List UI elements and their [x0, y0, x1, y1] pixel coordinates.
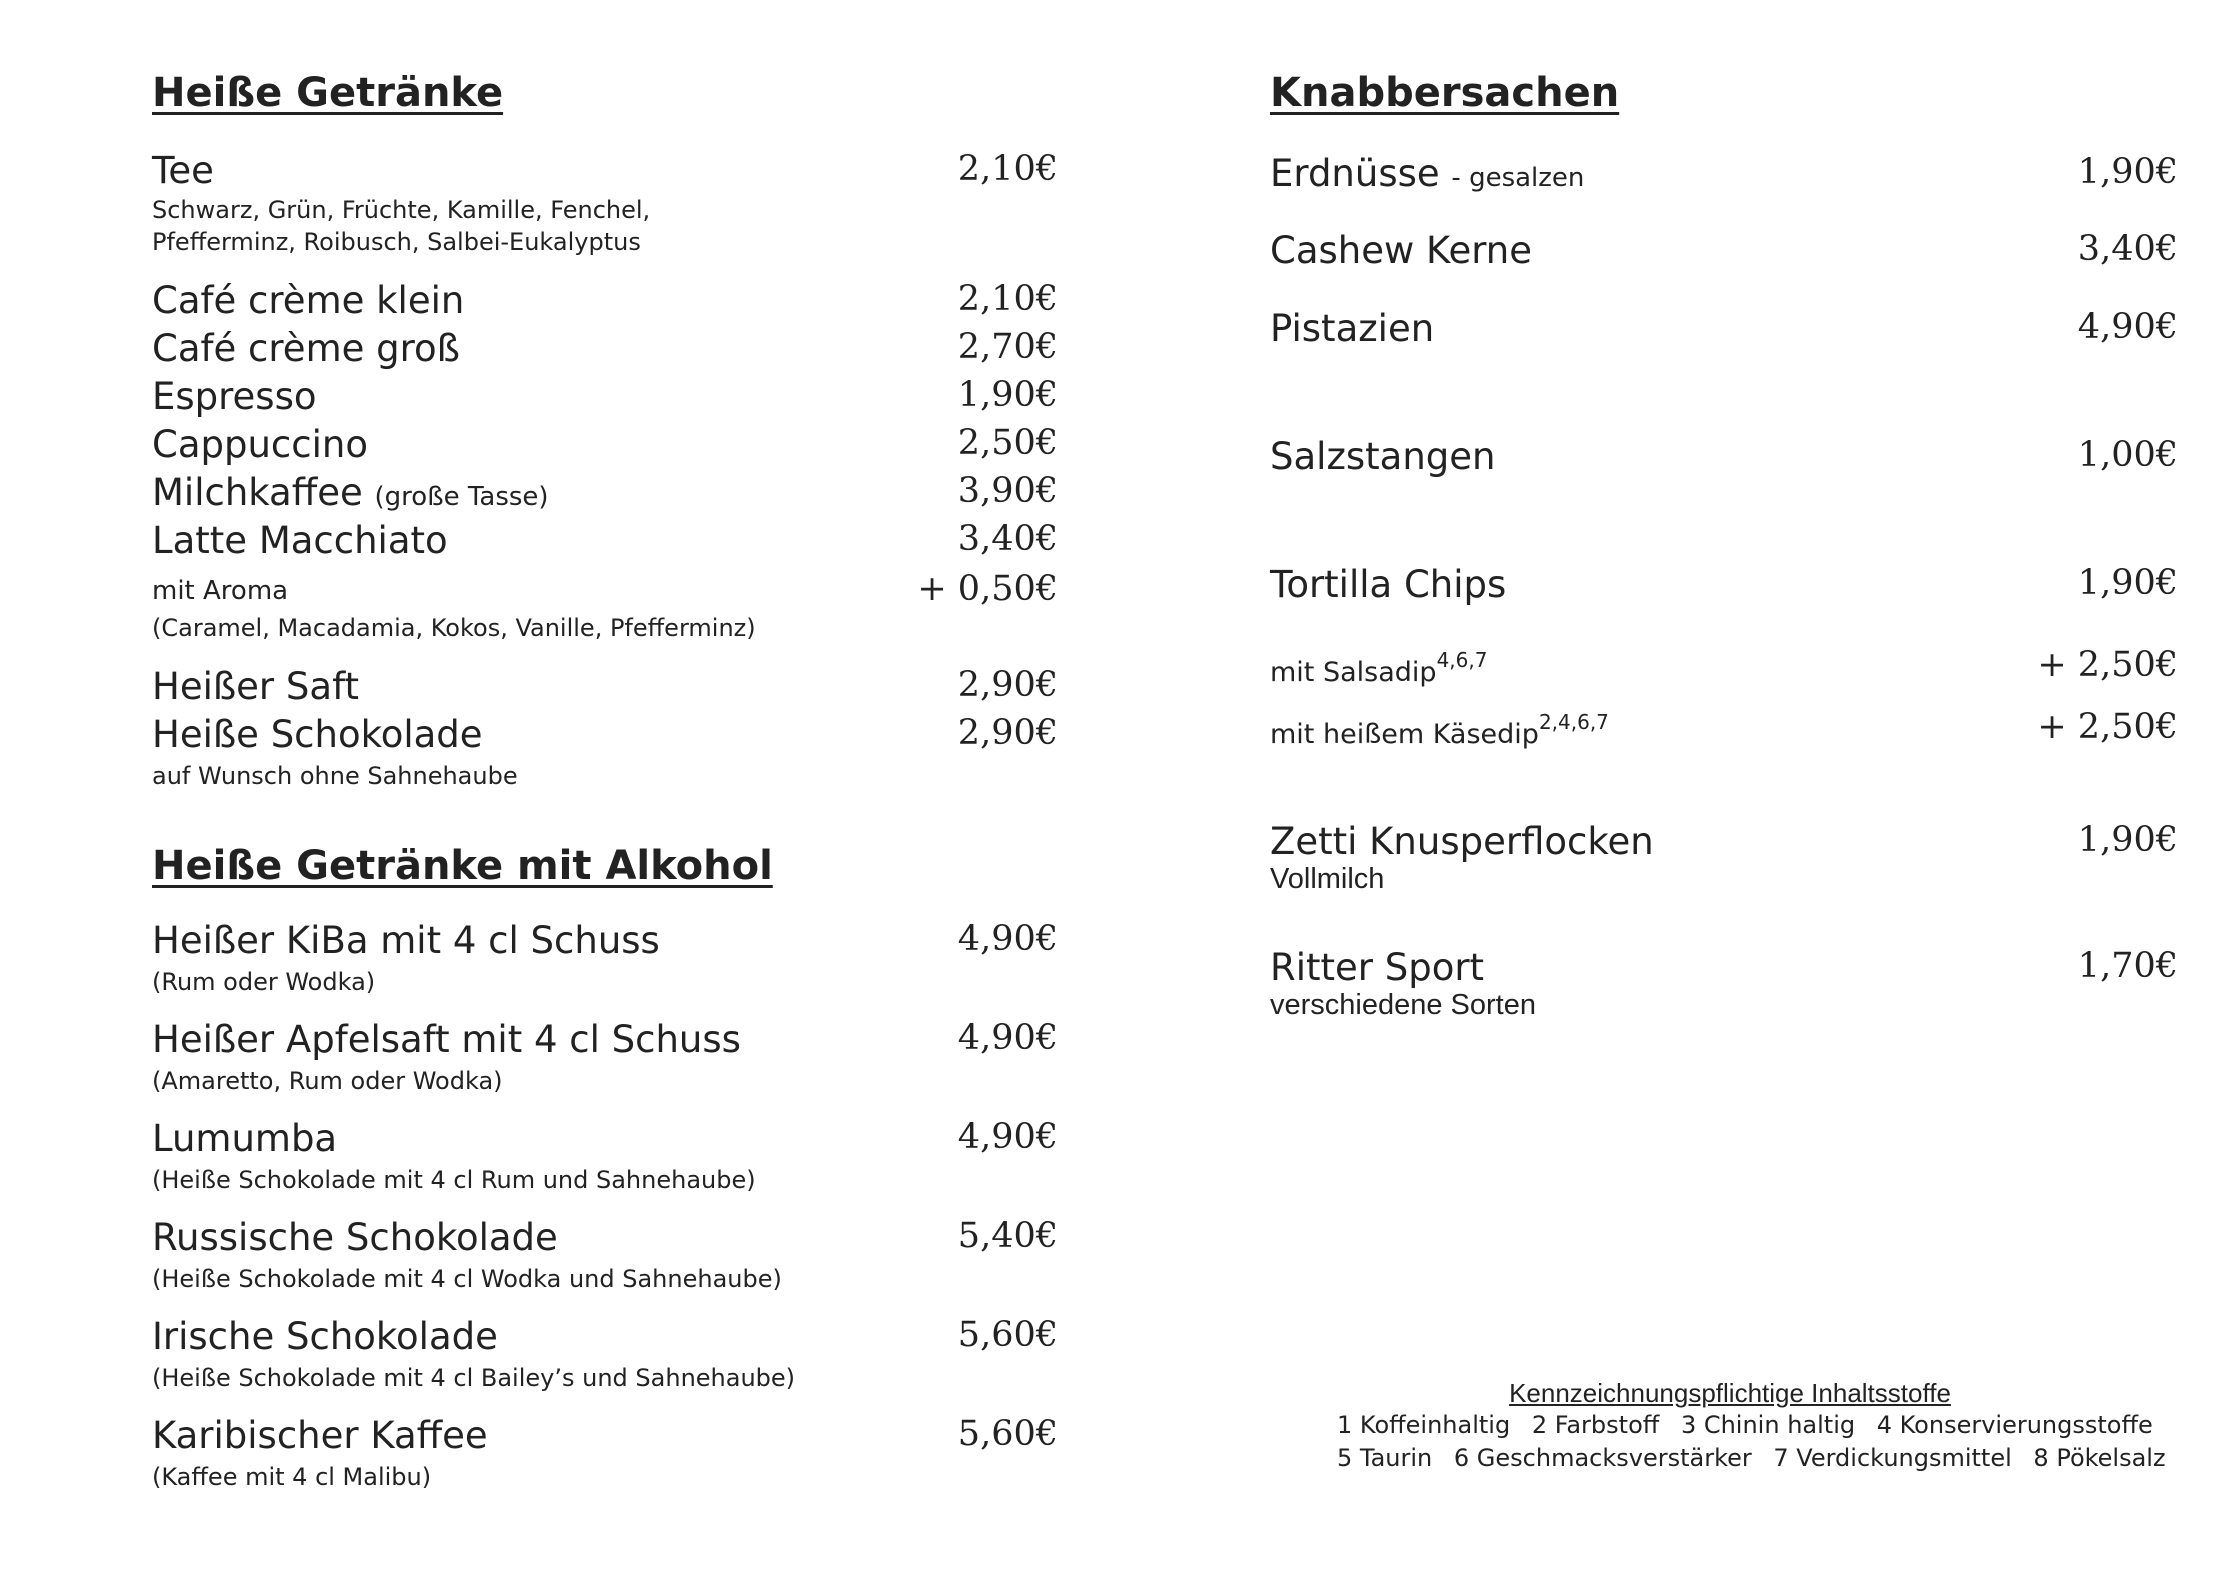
item-description: Pfefferminz, Roibusch, Salbei-Eukalyptus — [152, 228, 641, 256]
item-name: Ritter Sport — [1270, 946, 1485, 989]
item-price: 1,90€ — [957, 375, 1058, 415]
legend-entry: 8 Pökelsalz — [2033, 1443, 2166, 1472]
item-price: + 0,50€ — [917, 569, 1058, 609]
item-price: 2,90€ — [957, 665, 1058, 705]
item-description: (Heiße Schokolade mit 4 cl Bailey’s und Sahnehaube) — [152, 1364, 796, 1392]
item-price: 1,90€ — [2077, 820, 2178, 860]
item-description: (Caramel, Macadamia, Kokos, Vanille, Pfefferminz) — [152, 614, 756, 642]
item-name: Heißer Saft — [152, 665, 359, 708]
item-name: Lumumba — [152, 1117, 338, 1160]
item-price: 1,00€ — [2077, 435, 2178, 475]
section-title-snacks: Knabbersachen — [1270, 70, 1620, 116]
item-note: (große Tasse) — [374, 482, 549, 512]
item-name: Russische Schokolade — [152, 1216, 558, 1259]
item-name: Cappuccino — [152, 423, 368, 466]
item-price: 3,40€ — [957, 519, 1058, 559]
item-name-with-note — [152, 471, 549, 514]
ingredient-codes: 2,4,6,7 — [1538, 710, 1609, 734]
legend-line-2 — [1330, 1442, 2166, 1474]
item-price: 2,10€ — [957, 279, 1058, 319]
item-name: Salzstangen — [1270, 435, 1496, 478]
item-name: mit heißem Käsedip — [1270, 719, 1539, 750]
item-name: mit Aroma — [152, 576, 289, 606]
item-name: Tee — [152, 149, 214, 192]
item-price: + 2,50€ — [2037, 645, 2178, 685]
item-price: 2,50€ — [957, 423, 1058, 463]
item-description: Vollmilch — [1270, 863, 1385, 895]
item-name: Latte Macchiato — [152, 519, 448, 562]
legend-entry: 1 Koffeinhaltig — [1337, 1411, 1511, 1440]
legend-entry: 2 Farbstoff — [1531, 1411, 1660, 1440]
item-description: (Heiße Schokolade mit 4 cl Rum und Sahnehaube) — [152, 1166, 756, 1194]
item-name: Irische Schokolade — [152, 1315, 498, 1358]
item-description: Schwarz, Grün, Früchte, Kamille, Fenchel, — [152, 196, 651, 224]
item-name: Heißer Apfelsaft mit 4 cl Schuss — [152, 1018, 741, 1061]
item-price: 4,90€ — [957, 1117, 1058, 1157]
ingredient-codes: 4,6,7 — [1436, 648, 1488, 672]
item-name: Karibischer Kaffee — [152, 1414, 488, 1457]
item-price: 2,10€ — [957, 149, 1058, 189]
item-price: 1,90€ — [2077, 563, 2178, 603]
item-description: (Heiße Schokolade mit 4 cl Wodka und Sahnehaube) — [152, 1265, 782, 1293]
legend-entry: 7 Verdickungsmittel — [1773, 1443, 2012, 1472]
legend-entry: 4 Konservierungsstoffe — [1876, 1411, 2153, 1440]
item-description: auf Wunsch ohne Sahnehaube — [152, 762, 518, 790]
item-price: 4,90€ — [957, 919, 1058, 959]
legend-line-1 — [1330, 1409, 2153, 1441]
item-name: Zetti Knusperflocken — [1270, 820, 1654, 863]
item-price: 2,90€ — [957, 713, 1058, 753]
item-description: (Rum oder Wodka) — [152, 968, 376, 996]
ingredients-legend — [1330, 1378, 2166, 1474]
item-price: 5,60€ — [957, 1414, 1058, 1454]
legend-entry: 6 Geschmacksverstärker — [1453, 1443, 1752, 1472]
item-name-with-sup — [1270, 650, 1487, 686]
item-price: 4,90€ — [957, 1018, 1058, 1058]
item-name-with-note — [1270, 152, 1585, 195]
item-name: mit Salsadip — [1270, 657, 1437, 688]
item-name: Heißer KiBa mit 4 cl Schuss — [152, 919, 660, 962]
item-name: Tortilla Chips — [1270, 563, 1507, 606]
section-title-hot-drinks-alcohol: Heiße Getränke mit Alkohol — [152, 843, 773, 889]
item-price: 5,60€ — [957, 1315, 1058, 1355]
item-price: 5,40€ — [957, 1216, 1058, 1256]
legend-entry: 5 Taurin — [1337, 1443, 1433, 1472]
item-name: Heiße Schokolade — [152, 713, 483, 756]
item-price: 4,90€ — [2077, 307, 2178, 347]
item-price: 1,90€ — [2077, 152, 2178, 192]
item-name: Espresso — [152, 375, 317, 418]
item-name-with-sup — [1270, 712, 1609, 748]
item-name: Café crème groß — [152, 327, 460, 370]
item-name: Café crème klein — [152, 279, 465, 322]
item-name: Erdnüsse — [1270, 152, 1440, 195]
item-description: verschiedene Sorten — [1270, 989, 1536, 1021]
item-note: - gesalzen — [1451, 163, 1585, 193]
item-price: 1,70€ — [2077, 946, 2178, 986]
item-description: (Kaffee mit 4 cl Malibu) — [152, 1463, 432, 1491]
item-name: Milchkaffee — [152, 471, 363, 514]
legend-entry: 3 Chinin haltig — [1680, 1411, 1856, 1440]
item-price: 2,70€ — [957, 327, 1058, 367]
item-price: 3,40€ — [2077, 229, 2178, 269]
item-name: Pistazien — [1270, 307, 1435, 350]
section-title-hot-drinks: Heiße Getränke — [152, 70, 504, 116]
item-description: (Amaretto, Rum oder Wodka) — [152, 1067, 503, 1095]
legend-title: Kennzeichnungspflichtige Inhaltsstoffe — [1509, 1378, 1951, 1408]
item-price: 3,90€ — [957, 471, 1058, 511]
item-name: Cashew Kerne — [1270, 229, 1532, 272]
item-price: + 2,50€ — [2037, 707, 2178, 747]
